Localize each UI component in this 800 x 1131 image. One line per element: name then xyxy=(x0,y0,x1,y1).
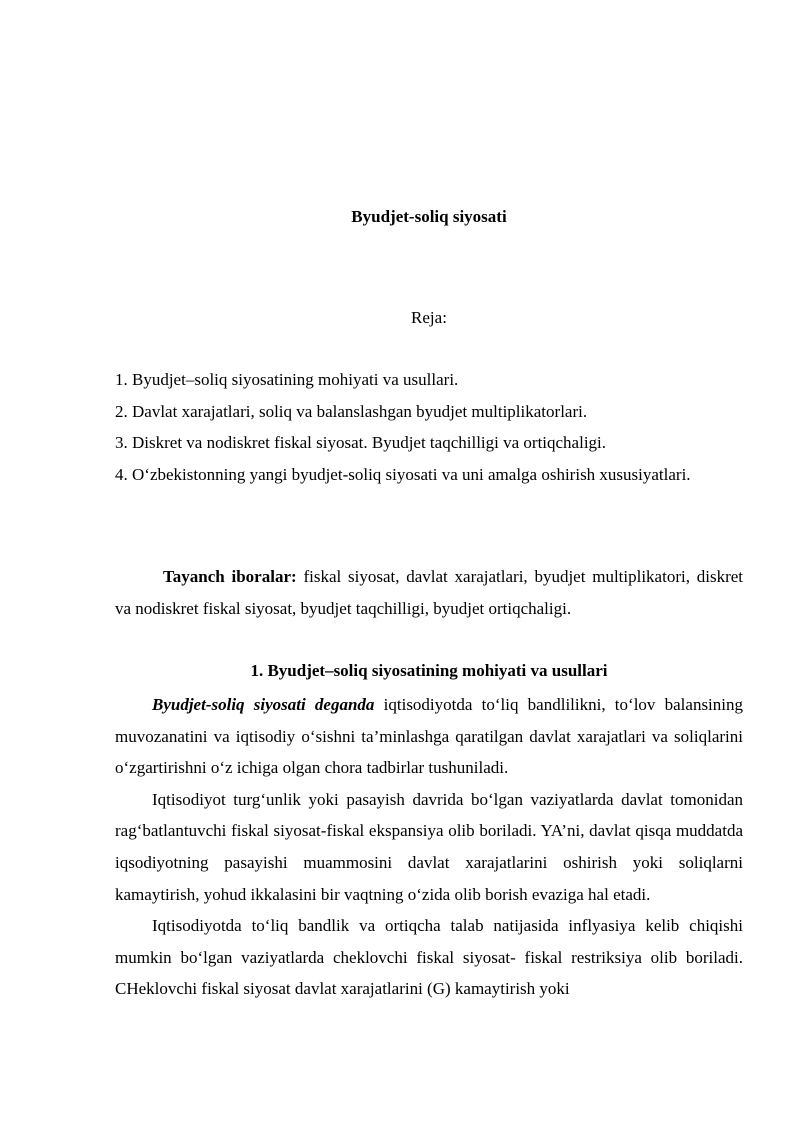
paragraph: Iqtisodiyotda to‘liq bandlik va ortiqcha talab natijasida inflyasiya kelib chiqishi mumkin bo‘lgan vaziyatlarda cheklovchi fiskal siyosat- fiskal restriksiya olib boriladi. CHeklovchi fiskal siyosat davlat xarajatlarini (G) kamaytirish yoki xyxy=(115,916,743,999)
keywords-label: Tayanch iboralar: xyxy=(163,567,297,586)
plan-item: 2. Davlat xarajatlari, soliq va balanslashgan byudjet multiplikatorlari. xyxy=(115,401,588,421)
plan-item: 4. O‘zbekistonning yangi byudjet-soliq siyosati va uni amalga oshirish xususiyatlari. xyxy=(115,464,691,484)
plan-item: 1. Byudjet–soliq siyosatining mohiyati va usullari. xyxy=(115,370,459,389)
keywords-text: fiskal siyosat, davlat xarajatlari, byudjet multiplikatori, diskret va nodiskret fiskal siyosat, byudjet taqchilligi, byudjet ortiqchaligi. xyxy=(115,567,743,618)
definition-term: Byudjet-soliq siyosati deganda xyxy=(152,695,375,714)
plan-item: 3. Diskret va nodiskret fiskal siyosat. Byudjet taqchilligi va ortiqchaligi. xyxy=(115,433,607,452)
keywords-paragraph xyxy=(115,561,743,624)
body-text xyxy=(115,689,743,1005)
document-title: Byudjet-soliq siyosati xyxy=(351,207,507,226)
plan-list xyxy=(115,369,755,495)
section-heading: 1. Byudjet–soliq siyosatining mohiyati va usullari xyxy=(250,661,608,680)
plan-title: Reja: xyxy=(411,308,447,327)
paragraph xyxy=(115,689,743,784)
paragraph: Iqtisodiyot turg‘unlik yoki pasayish davrida bo‘lgan vaziyatlarda davlat tomonidan rag‘batlantuvchi fiskal siyosat-fiskal ekspansiya olib boriladi. YA’ni, davlat qisqa muddatda iqsodiyotning pasayishi muammosini davlat xarajatlarini oshirish yoki soliqlarni kamaytirish, yohud ikkalasini bir vaqtning o‘zida olib borish evaziga hal etadi. xyxy=(115,789,743,904)
paragraph-text: iqtisodiyotda to‘liq bandlilikni, to‘lov balansining muvozanatini va iqtisodiy o‘sishni ta’minlashga qaratilgan davlat xarajatlari va soliqlarini o‘zgartirishni o‘z ichiga olgan chora tadbirlar tushuniladi. xyxy=(115,695,743,778)
